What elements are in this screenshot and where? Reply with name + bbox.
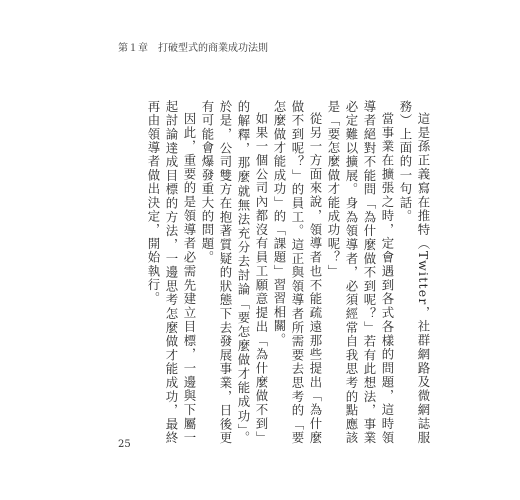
paragraph-3: 從另一方面來說，領導者也不能疏遠那些提出「為什麼做不到呢？」的員工。這正與領導者所需要去思考的「要怎麼做才能成功」的「課題」習習相關。 bbox=[272, 100, 323, 445]
paragraph-4: 如果一個公司內都沒有員工願意提出「為什麼做不到」的解釋，那麼就無法充分去討論「要怎麼做才能成功」。於是，公司雙方在抱著質疑的狀態下去發展事業，日後更有可能會爆發重大的問題。 bbox=[200, 100, 269, 445]
body-text bbox=[112, 100, 432, 445]
chapter-label: 第１章 bbox=[118, 43, 148, 54]
paragraph-1: 這是孫正義寫在推特（Twitter，社群網路及微網誌服務）上面的一句話。 bbox=[398, 100, 431, 445]
paragraph-2: 當事業在擴張之時，定會遇到各式各樣的問題，這時領導者絕對不能問「為什麼做不到呢？」若有此想法，事業必定難以擴展。身為領導者，必須經常自我思考的點應該是「要怎麼做才能成功呢？」 bbox=[326, 100, 395, 445]
chapter-title: 打破型式的商業成功法則 bbox=[158, 43, 268, 54]
paragraph-5: 因此，重要的是領導者必需先建立目標，一邊與下屬一起討論達成目標的方法，一邊思考怎麼做才能成功，最終再由領導者做出決定，開始執行。 bbox=[146, 100, 197, 445]
running-header bbox=[118, 39, 268, 54]
page-number: 25 bbox=[118, 439, 131, 450]
